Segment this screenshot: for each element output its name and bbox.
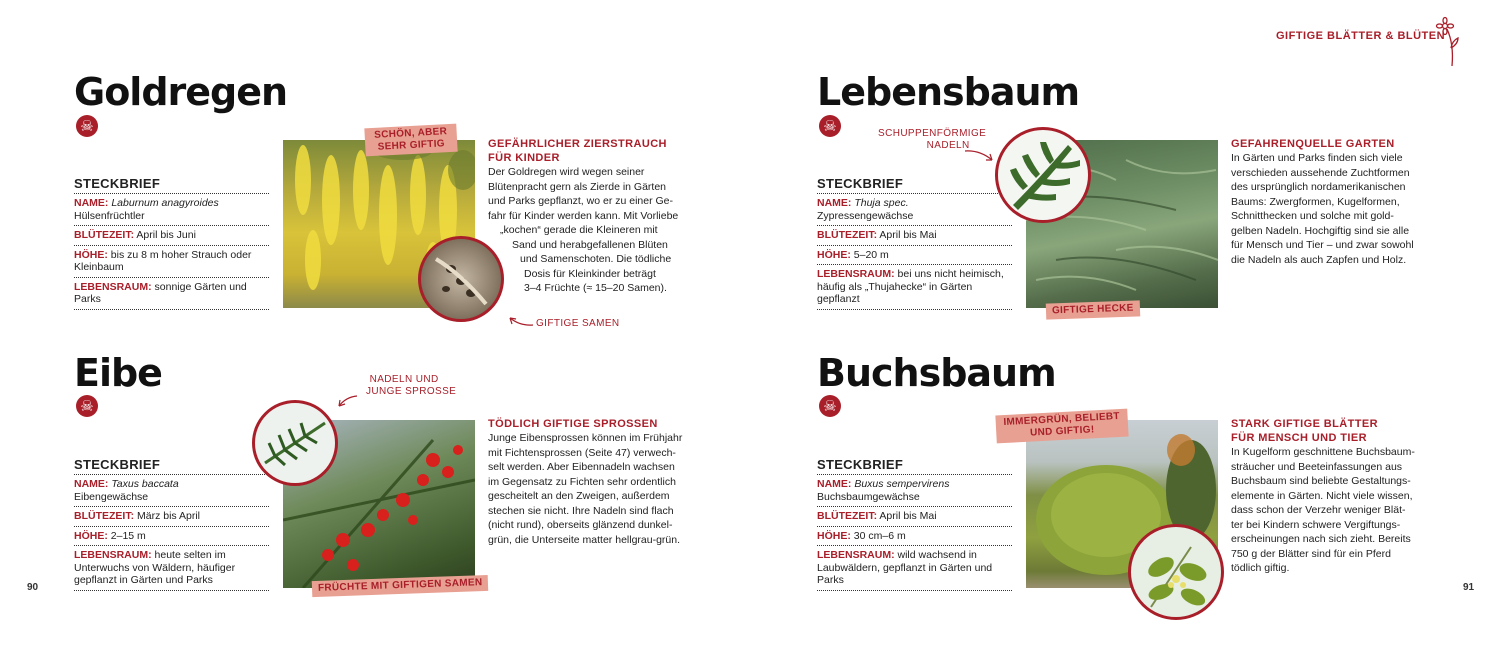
name-row: [817, 194, 1012, 226]
bluetezeit-row: [817, 226, 1012, 246]
hoehe-value: 30 cm–6 m: [853, 529, 906, 542]
text-line: elemente in Gärten. Nicht viele wissen,: [1231, 489, 1413, 502]
name-row: [817, 475, 1012, 507]
lebensbaum-needles-circle: [995, 127, 1091, 223]
goldregen-info: [488, 137, 688, 296]
info-text: [488, 431, 693, 547]
info-heading-1: STARK GIFTIGE BLÄTTER: [1231, 418, 1378, 430]
text-line: dass schon der Verzehr weniger Blät-: [1231, 504, 1406, 516]
name-row: [74, 194, 269, 226]
text-line: des ursprünglich nordamerikanischen: [1231, 181, 1406, 193]
lebensraum-value: bei uns nicht heimisch, häufig als „Thujahecke“ in Gärten gepflanzt: [817, 268, 1004, 305]
info-heading-2: FÜR MENSCH UND TIER: [1231, 432, 1367, 444]
lebensraum-value: sonnige Gärten und Parks: [74, 280, 247, 305]
text-line: und Samenschoten. Die tödliche: [520, 253, 672, 265]
text-line: im Gegensatz zu Fichten sehr ordentlich: [488, 475, 676, 488]
eibe-tag: FRÜCHTE MIT GIFTIGEN SAMEN: [312, 575, 489, 597]
text-line: mit Fichtensprossen (Seite 47) verwech-: [488, 446, 676, 459]
steckbrief-heading: STECKBRIEF: [817, 176, 1012, 194]
text-line: ter bei Kindern schwere Vergiftungs-: [1231, 518, 1401, 531]
bluetezeit-label: BLÜTEZEIT:: [74, 229, 135, 241]
goldregen-note: GIFTIGE SAMEN: [536, 318, 620, 329]
text-line: für Mensch und Tier – und zwar sowohl: [1231, 239, 1414, 251]
name-label: NAME:: [74, 478, 109, 490]
text-line: die Nadeln als auch Zapfen und Holz.: [1231, 253, 1407, 266]
family: Zypressengewächse: [817, 209, 914, 222]
text-line: Der Goldregen wird wegen seiner: [488, 166, 645, 178]
text-line: fahr für Kinder werden kann. Mit Vorliebe: [488, 209, 679, 222]
lebensbaum-steckbrief: [817, 176, 1012, 310]
text-line: In Kugelform geschnittene Buchsbaum-: [1231, 446, 1415, 458]
buchsbaum-tag: IMMERGRÜN, BELIEBT UND GIFTIG!: [995, 409, 1128, 444]
text-line: sträucher und Beeteinfassungen aus: [1231, 460, 1403, 473]
note-line: JUNGE SPROSSE: [366, 386, 457, 397]
steckbrief-heading: STECKBRIEF: [74, 176, 269, 194]
info-heading-2: FÜR KINDER: [488, 152, 560, 164]
name-label: NAME:: [817, 478, 852, 490]
info-heading-1: GEFÄHRLICHER ZIERSTRAUCH: [488, 138, 667, 150]
bluetezeit-value: April bis Juni: [136, 229, 196, 241]
text-line: Junge Eibensprossen können im Frühjahr: [488, 432, 683, 444]
lebensraum-label: LEBENSRAUM:: [74, 549, 152, 561]
text-line: selt werden. Aber Eibennadeln wachsen: [488, 461, 675, 473]
info-heading: TÖDLICH GIFTIGE SPROSSEN: [488, 418, 658, 430]
steckbrief-heading: STECKBRIEF: [817, 457, 1012, 475]
text-line: gelben Nadeln. Hochgiftig sind sie alle: [1231, 224, 1410, 237]
text-line: 750 g der Blätter sind für ein Pferd: [1231, 547, 1391, 560]
bluetezeit-row: [74, 226, 269, 246]
text-line: verschieden aussehende Zuchtformen: [1231, 166, 1410, 179]
lebensraum-row: [74, 278, 269, 310]
text-line: stechen sie nicht. Ihre Nadeln sind flach: [488, 504, 674, 517]
hoehe-row: [817, 246, 1012, 266]
eibe-steckbrief: [74, 457, 269, 591]
skull-icon: ☠: [819, 395, 841, 417]
note-line: NADELN UND: [369, 374, 439, 385]
lebensraum-label: LEBENSRAUM:: [74, 280, 152, 293]
text-line: und Parks gepflanzt, wo er zu einer Ge-: [488, 195, 674, 207]
hoehe-value: 2–15 m: [110, 529, 146, 542]
info-text: [1231, 151, 1441, 267]
eibe-title: Eibe: [74, 351, 162, 395]
text-line: (nicht rund), oberseits glänzend dunkel-: [488, 519, 673, 531]
text-line: grün, die Unterseite matter hellgrau-grün.: [488, 533, 681, 546]
lebensraum-value: heute selten im Unterwuchs von Wäldern, häufiger gepflanzt in Gärten und Parks: [74, 549, 236, 586]
buchsbaum-leaves-circle: [1128, 524, 1224, 620]
lebensbaum-tag: GIFTIGE HECKE: [1046, 300, 1140, 319]
skull-icon: ☠: [76, 395, 98, 417]
latin-name: Thuja spec.: [854, 197, 909, 209]
info-heading: GEFAHRENQUELLE GARTEN: [1231, 138, 1395, 150]
bluetezeit-label: BLÜTEZEIT:: [817, 510, 878, 522]
lebensraum-row: [817, 265, 1012, 310]
note-line: NADELN: [926, 140, 970, 151]
goldregen-title: Goldregen: [74, 70, 288, 114]
lebensraum-label: LEBENSRAUM:: [817, 268, 895, 280]
lebensraum-value: wild wachsend in Laubwäldern, gepflanzt in Gärten und Parks: [817, 549, 993, 586]
page-number-left: 90: [27, 582, 39, 593]
bluetezeit-row: [817, 507, 1012, 527]
latin-name: Taxus baccata: [111, 478, 179, 490]
hoehe-label: HÖHE:: [74, 529, 108, 542]
latin-name: Buxus sempervirens: [854, 478, 950, 490]
text-line: erscheinungen nach sich zieht. Bereits: [1231, 533, 1411, 545]
bluetezeit-row: [74, 507, 269, 527]
family: Buchsbaumgewächse: [817, 490, 920, 503]
eibe-needles-circle: [252, 400, 338, 486]
family: Hülsenfrüchtler: [74, 209, 145, 222]
hoehe-label: HÖHE:: [817, 529, 851, 542]
bluetezeit-value: April bis Mai: [879, 229, 937, 241]
eibe-note: [352, 374, 456, 398]
lebensraum-row: [817, 546, 1012, 591]
chapter-header: GIFTIGE BLÄTTER & BLÜTEN: [1276, 30, 1446, 42]
skull-icon: ☠: [76, 115, 98, 137]
bluetezeit-label: BLÜTEZEIT:: [817, 229, 878, 241]
text-line: In Gärten und Parks finden sich viele: [1231, 152, 1403, 164]
text-line: 3–4 Früchte (≈ 15–20 Samen).: [524, 282, 667, 294]
text-line: Dosis für Kleinkinder beträgt: [524, 267, 656, 280]
lebensbaum-title: Lebensbaum: [817, 70, 1080, 114]
hoehe-value: 5–20 m: [853, 248, 889, 261]
text-line: „kochen“ gerade die Kleineren mit: [500, 224, 658, 236]
hoehe-row: [74, 527, 269, 547]
text-line: Sand und herabgefallenen Blüten: [512, 238, 668, 251]
info-text: [488, 165, 688, 296]
buchsbaum-steckbrief: [817, 457, 1012, 591]
bluetezeit-label: BLÜTEZEIT:: [74, 510, 135, 522]
bluetezeit-value: März bis April: [137, 510, 201, 522]
buchsbaum-info: [1231, 417, 1441, 576]
latin-name: Laburnum anagyroides: [111, 197, 219, 209]
text-line: Buchsbaum sind beliebte Gestaltungs-: [1231, 475, 1411, 487]
hoehe-value: bis zu 8 m hoher Strauch oder Kleinbaum: [74, 248, 252, 273]
family: Eibengewächse: [74, 490, 149, 503]
hoehe-label: HÖHE:: [817, 248, 851, 261]
hoehe-row: [74, 246, 269, 278]
steckbrief-heading: STECKBRIEF: [74, 457, 269, 475]
info-text: [1231, 445, 1441, 576]
lebensbaum-info: [1231, 137, 1441, 267]
arrow-icon: [336, 393, 358, 409]
buchsbaum-title: Buchsbaum: [817, 351, 1056, 395]
text-line: gescheitelt an den Zweigen, außerdem: [488, 490, 670, 502]
lebensraum-label: LEBENSRAUM:: [817, 549, 895, 561]
note-line: SCHUPPENFÖRMIGE: [878, 128, 987, 139]
text-line: Baums: Zwergformen, Kugelformen,: [1231, 195, 1400, 208]
name-label: NAME:: [817, 197, 852, 209]
page-number-right: 91: [1463, 582, 1475, 593]
name-label: NAME:: [74, 197, 109, 209]
name-row: [74, 475, 269, 507]
text-line: Blütenpracht gern als Zierde in Gärten: [488, 180, 667, 193]
text-line: tödlich giftig.: [1231, 562, 1290, 574]
flower-icon: [1434, 16, 1462, 68]
goldregen-tag: SCHÖN, ABER SEHR GIFTIG: [364, 124, 457, 157]
text-line: Schnitthecken und solche mit gold-: [1231, 210, 1394, 222]
goldregen-steckbrief: [74, 176, 269, 310]
eibe-info: [488, 417, 693, 547]
arrow-icon: [506, 313, 534, 329]
arrow-icon: [964, 148, 994, 164]
bluetezeit-value: April bis Mai: [879, 510, 937, 522]
hoehe-label: HÖHE:: [74, 248, 108, 261]
skull-icon: ☠: [819, 115, 841, 137]
hoehe-row: [817, 527, 1012, 547]
lebensraum-row: [74, 546, 269, 591]
